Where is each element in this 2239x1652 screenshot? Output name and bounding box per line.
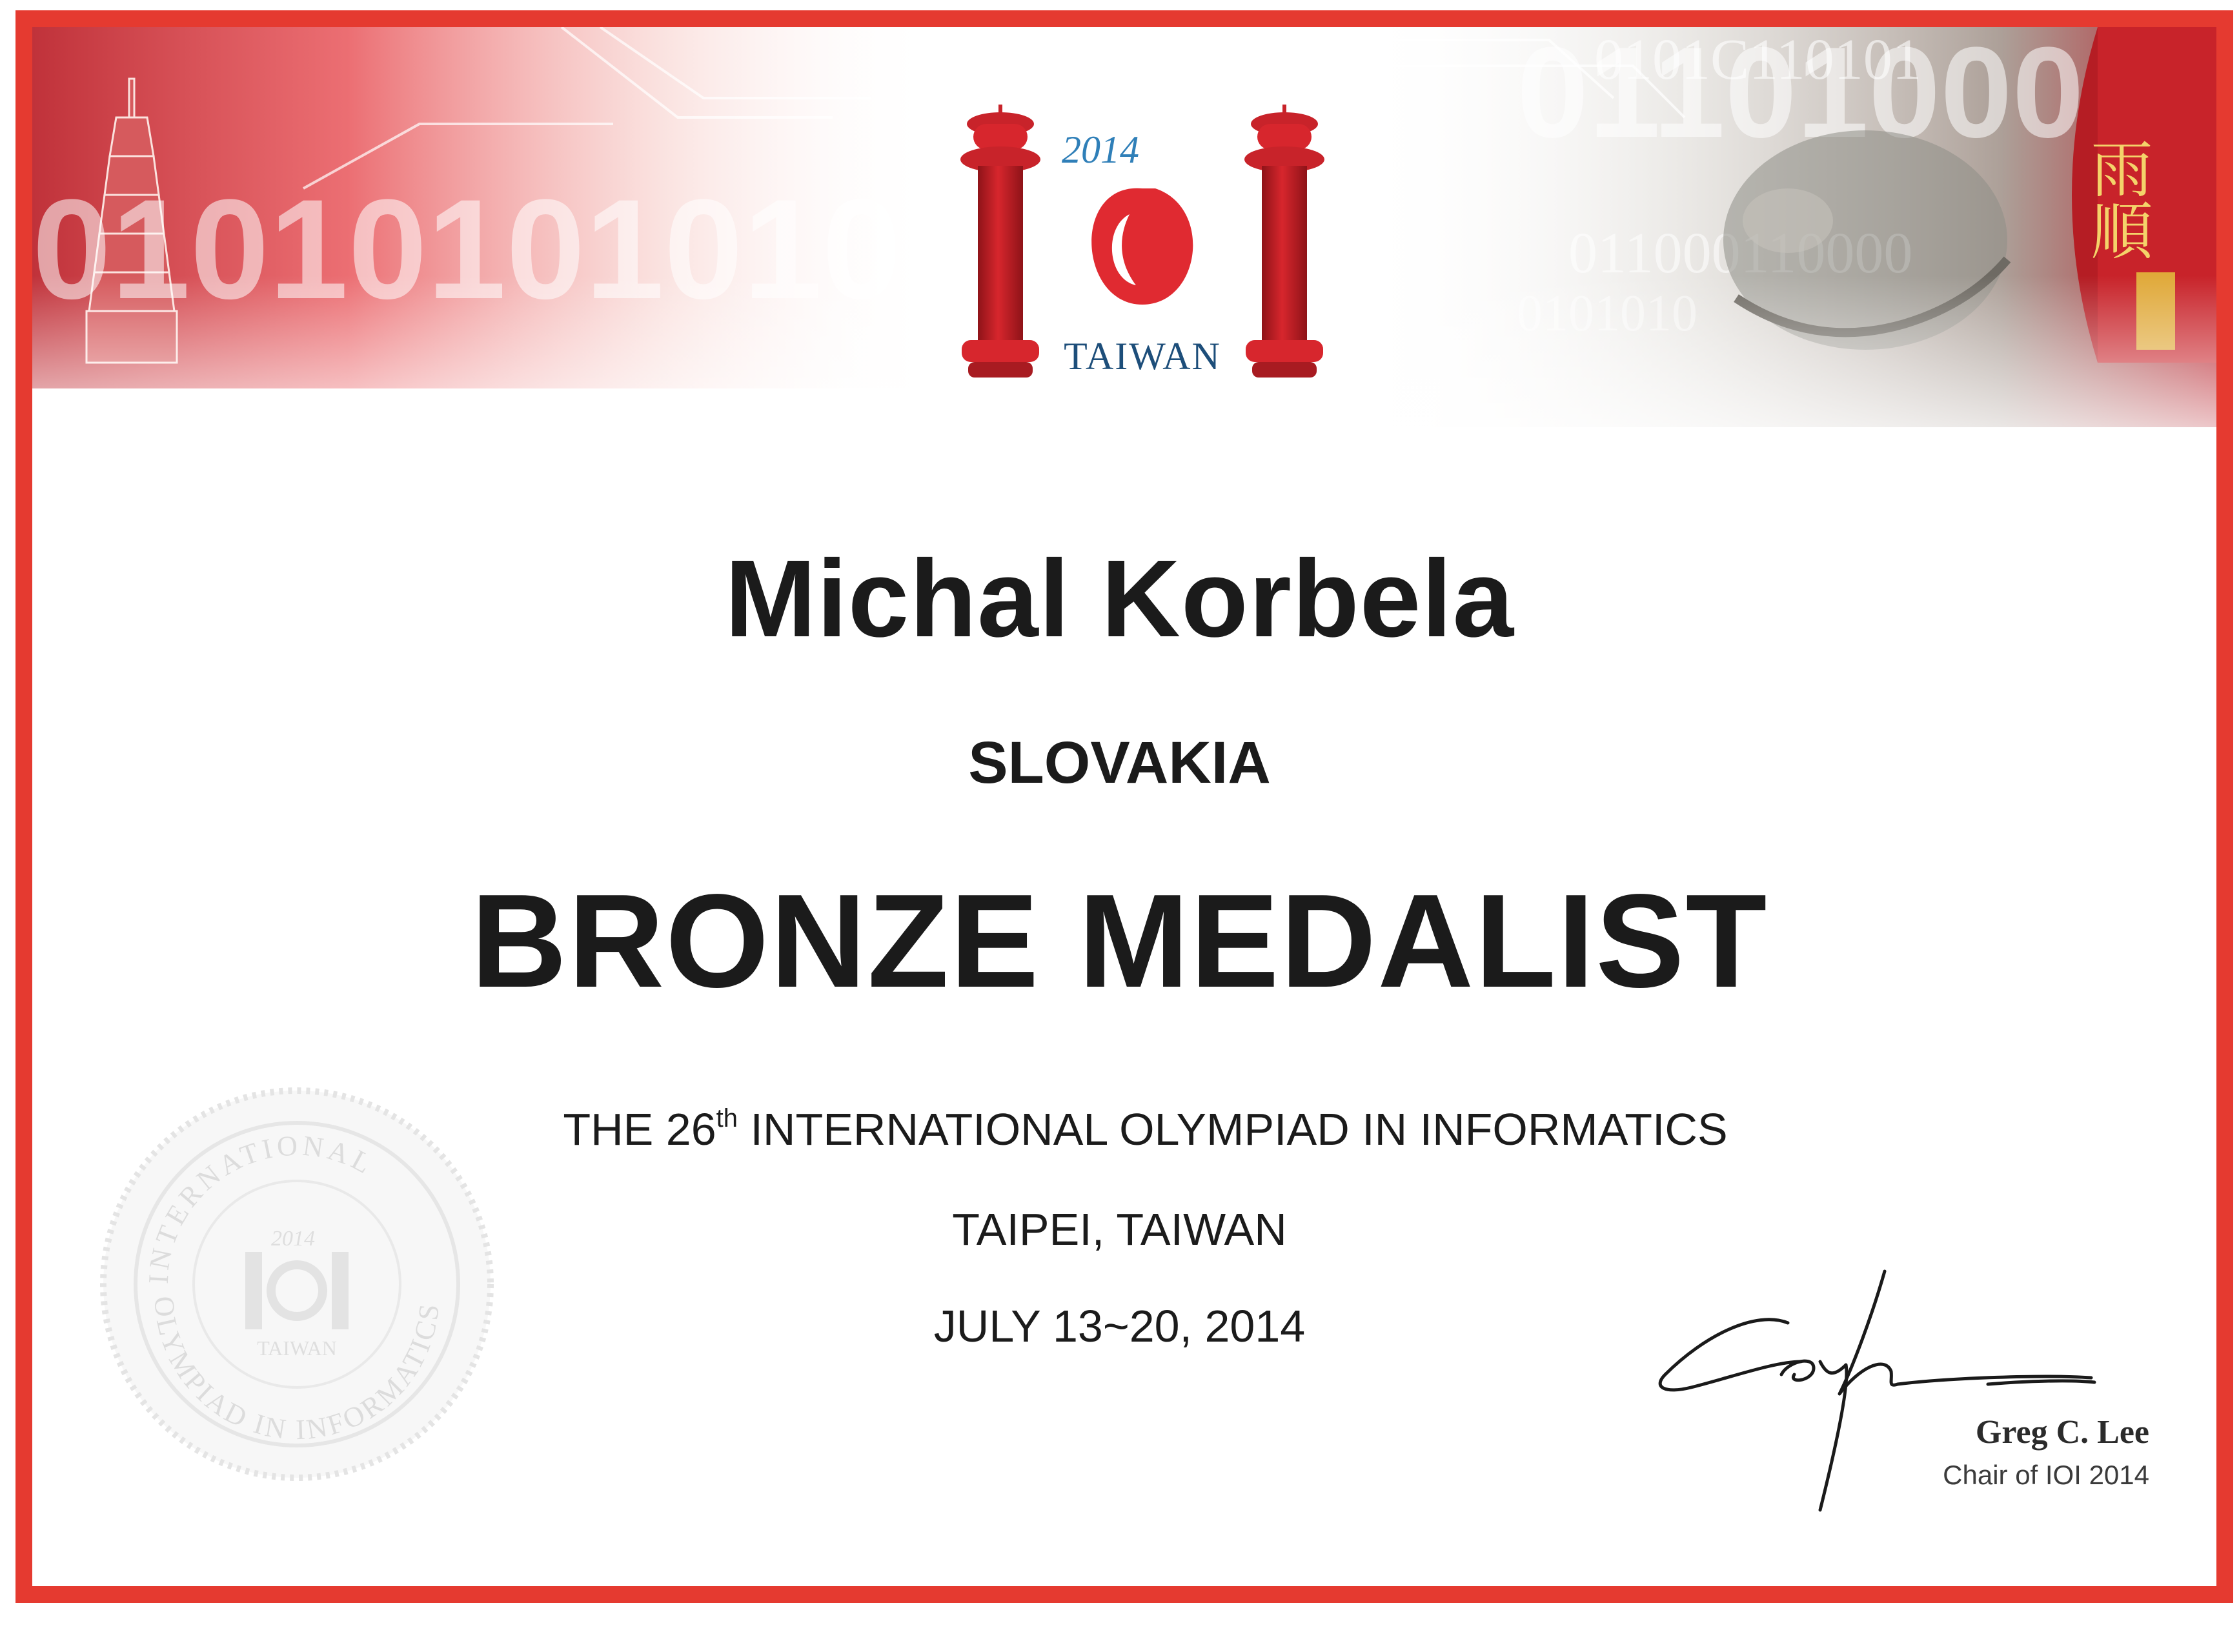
logo-year: 2014 — [1062, 128, 1139, 171]
ioi-logo — [942, 92, 1342, 395]
signatory-title: Chair of IOI 2014 — [1943, 1460, 2149, 1490]
seal-year: 2014 — [271, 1227, 315, 1251]
event-dates: JULY 13~20, 2014 — [933, 1301, 1306, 1351]
event-line — [26, 1103, 2239, 1155]
seal-ring-top-text: INTERNATIONAL — [142, 1129, 380, 1285]
event-name: INTERNATIONAL OLYMPIAD IN INFORMATICS — [750, 1104, 1728, 1154]
event-ordinal: th — [716, 1104, 738, 1133]
left-pillar-icon — [960, 105, 1040, 378]
recipient-name: Michal Korbela — [724, 538, 1515, 660]
ioi-o-mark-icon — [1091, 188, 1193, 305]
event-edition: THE 26 — [563, 1104, 716, 1154]
award-title: BRONZE MEDALIST — [471, 867, 1768, 1015]
seal-country: TAIWAN — [257, 1336, 337, 1360]
signatory-name: Greg C. Lee — [1975, 1414, 2149, 1451]
event-location: TAIPEI, TAIWAN — [952, 1204, 1287, 1254]
seal-ring-bottom-text: OLYMPIAD IN INFORMATICS — [148, 1294, 446, 1446]
logo-country: TAIWAN — [1064, 335, 1221, 378]
recipient-country: SLOVAKIA — [968, 730, 1271, 796]
header-banner — [32, 27, 2216, 479]
right-pillar-icon — [1244, 105, 1324, 378]
